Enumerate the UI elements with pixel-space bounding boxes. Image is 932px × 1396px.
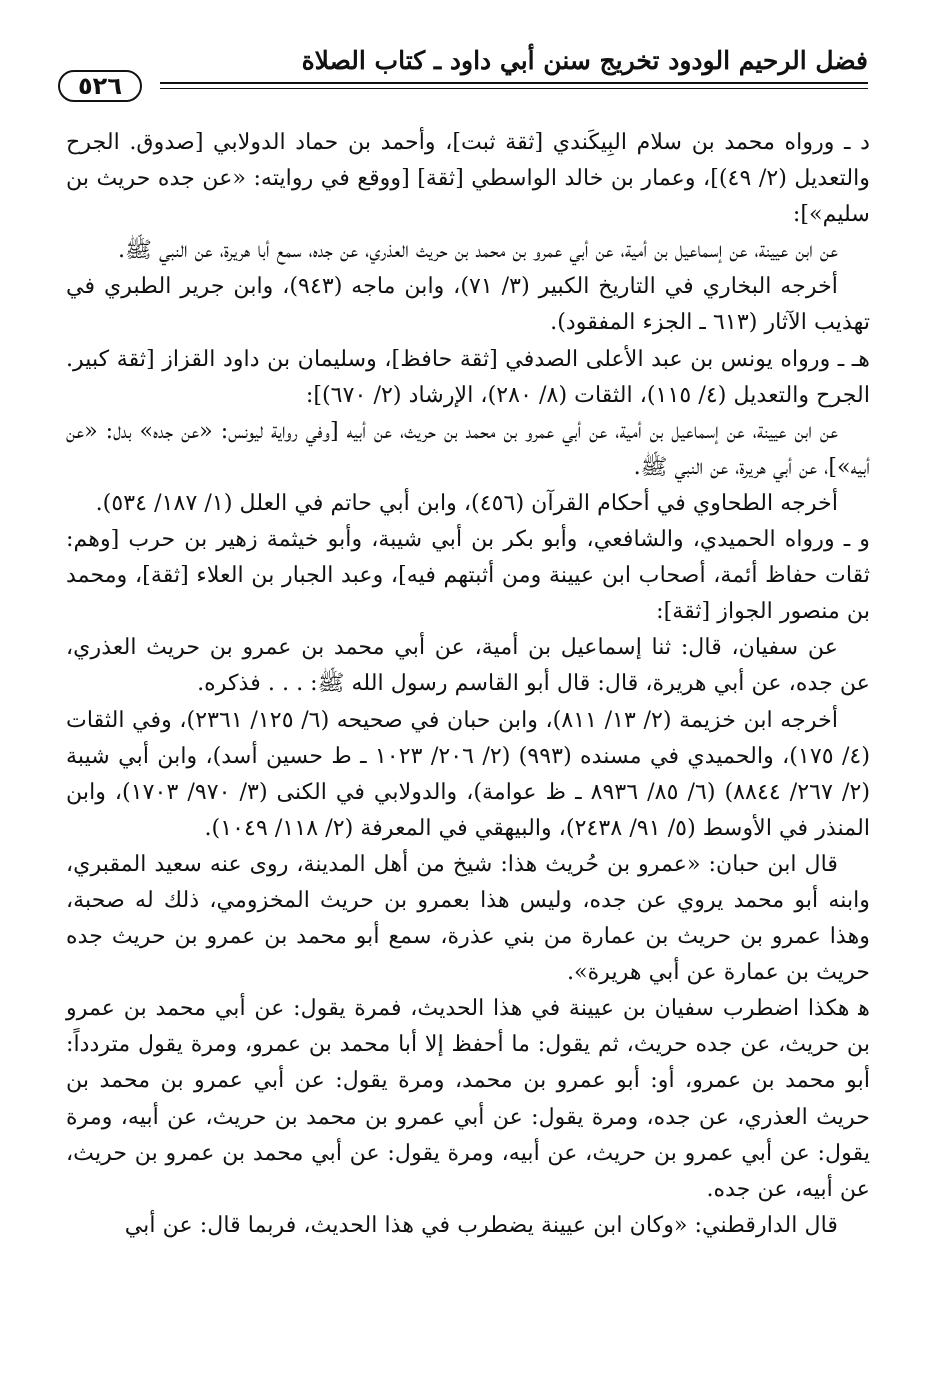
page-number-container xyxy=(40,68,160,104)
paragraph: قال الدارقطني: «وكان ابن عيينة يضطرب في هذا الحديث، فربما قال: عن أبي xyxy=(124,1211,838,1238)
running-title: فضل الرحيم الودود تخريج سنن أبي داود ـ كتاب الصلاة xyxy=(301,46,868,75)
header-rule xyxy=(40,82,868,84)
paragraph: د ـ ورواه محمد بن سلام البِيكَندي [ثقة ثبت]، وأحمد بن حماد الدولابي [صدوق. الجرح والتعديل (٢/ ٤٩)]، وعمار بن خالد الواسطي [ثقة] [ووقع في روايته: «عن جده حريث بن سليم»]: xyxy=(66,129,870,228)
paragraph: أخرجه ابن خزيمة (٢/ ١٣/ ٨١١)، وابن حبان في صحيحه (٦/ ١٢٥/ ٢٣٦١)، وفي الثقات (٤/ ١٧٥)، والحميدي في مسنده (٩٩٣) (٢/ ٢٠٦/ ١٠٢٣ ـ ط حسين أسد)، وابن أبي شيبة (٢/ ٢٦٧/ ٨٨٤٤) (٦/ ٨٥/ ٨٩٣٦ ـ ظ عوامة)، والدولابي في الكنى (٣/ ٩٧٠/ ١٧٠٣)، وابن المنذر في الأوسط (٥/ ٩١/ ٢٤٣٨)، والبيهقي في المعرفة (٢/ ١١٨/ ١٠٤٩). xyxy=(66,706,871,841)
paragraph: قال ابن حبان: «عمرو بن حُريث هذا: شيخ من أهل المدينة، روى عنه سعيد المقبري، وابنه أبو محمد يروي عن جده، وليس هذا بعمرو بن حريث المخزومي، ذلك له صحبة، وهذا عمرو بن حريث بن عمارة من بني عذرة، سمع أبو محمد بن عمرو بن حريث جده حريث بن عمارة عن أبي هريرة». xyxy=(66,850,871,986)
paragraph: عن ابن عيينة، عن إسماعيل بن أمية، عن أبي عمرو بن محمد بن حريث، عن أبيه [وفي رواية ليونس: «عن جده» بدل: «عن أبيه»]، عن أبي هريرة، عن النبي ﷺ. xyxy=(66,417,870,480)
header-rule-thin xyxy=(40,88,868,89)
paragraph: عن سفيان، قال: ثنا إسماعيل بن أمية، عن أبي محمد بن عمرو بن حريث العذري، عن جده، عن أبي هريرة، قال: قال أبو القاسم رسول الله ﷺ: . . . فذكره. xyxy=(66,634,870,697)
page-body xyxy=(66,124,870,1243)
paragraph: أخرجه البخاري في التاريخ الكبير (٣/ ٧١)، وابن ماجه (٩٤٣)، وابن جرير الطبري في تهذيب الآثار (٦١٣ ـ الجزء المفقود). xyxy=(66,273,870,336)
paragraph: و ـ ورواه الحميدي، والشافعي، وأبو بكر بن أبي شيبة، وأبو خيثمة زهير بن حرب [وهم: ثقات حفاظ أئمة، أصحاب ابن عيينة ومن أثبتهم فيه]، وعبد الجبار بن العلاء [ثقة]، ومحمد بن منصور الجواز [ثقة]: xyxy=(66,526,870,625)
paragraph: أخرجه الطحاوي في أحكام القرآن (٤٥٦)، وابن أبي حاتم في العلل (١/ ١٨٧/ ٥٣٤). xyxy=(95,489,838,516)
page-header xyxy=(40,38,868,98)
paragraph: ﻫ هكذا اضطرب سفيان بن عيينة في هذا الحديث، فمرة يقول: عن أبي محمد بن عمرو بن حريث، عن جده حريث، ثم يقول: ما أحفظ إلا أبا محمد بن عمرو، ومرة يقول متردداً: أبو محمد بن عمرو، أو: أبو عمرو بن محمد، ومرة يقول: عن أبي عمرو بن محمد بن حريث العذري، عن جده، ومرة يقول: عن أبي عمرو بن محمد بن حريث، عن أبيه، ومرة يقول: عن أبي عمرو بن حريث، عن أبيه، ومرة يقول: عن أبي محمد بن عمرو بن حريث، عن أبيه، عن جده. xyxy=(66,995,870,1202)
paragraph: هـ ـ ورواه يونس بن عبد الأعلى الصدفي [ثقة حافظ]، وسليمان بن داود القزاز [ثقة كبير. الجرح والتعديل (٤/ ١١٥)، الثقات (٨/ ٢٨٠)، الإرشاد (٢/ ٦٧٠)]: xyxy=(66,345,870,408)
paragraph: عن ابن عيينة، عن إسماعيل بن أمية، عن أبي عمرو بن محمد بن حريث العذري، عن جده، سمع أبا هريرة، عن النبي ﷺ. xyxy=(118,237,838,264)
page-number: ٥٢٦ xyxy=(58,70,142,102)
